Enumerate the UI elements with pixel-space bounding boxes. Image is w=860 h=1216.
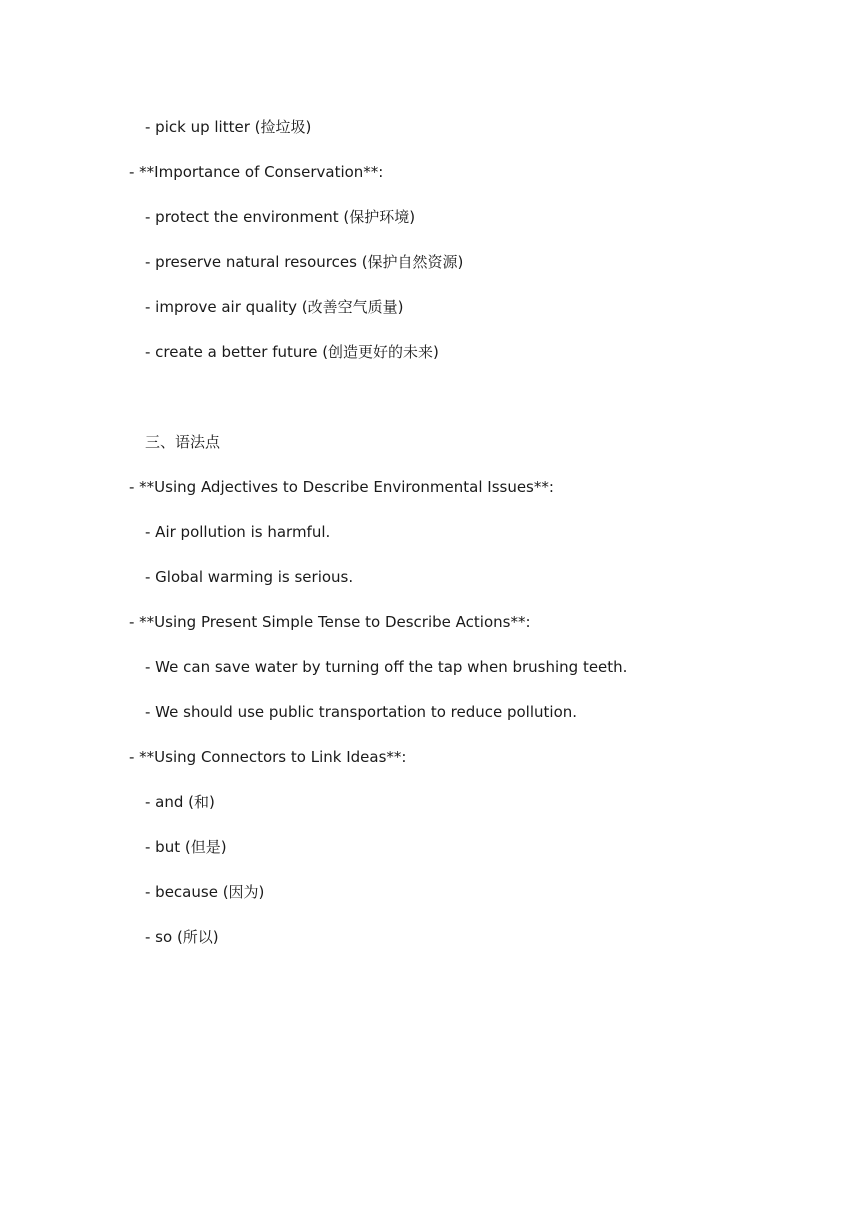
list-item: - create a better future (创造更好的未来) — [145, 343, 439, 361]
list-item: - We can save water by turning off the tap when brushing teeth. — [145, 658, 628, 676]
list-item: - so (所以) — [145, 928, 219, 946]
list-item: - Global warming is serious. — [145, 568, 354, 586]
list-item: - preserve natural resources (保护自然资源) — [145, 253, 464, 271]
list-item: - improve air quality (改善空气质量) — [145, 298, 404, 316]
chapter-heading: 三、语法点 — [145, 433, 221, 451]
section-heading: - **Importance of Conservation**: — [129, 163, 384, 181]
list-item: - Air pollution is harmful. — [145, 523, 331, 541]
list-item: - but (但是) — [145, 838, 227, 856]
list-item: - protect the environment (保护环境) — [145, 208, 416, 226]
list-item: - We should use public transportation to reduce pollution. — [145, 703, 578, 721]
list-item: - because (因为) — [145, 883, 265, 901]
section-heading: - **Using Adjectives to Describe Environmental Issues**: — [129, 478, 554, 496]
list-item: - and (和) — [145, 793, 215, 811]
section-heading: - **Using Present Simple Tense to Describe Actions**: — [129, 613, 531, 631]
list-item: - pick up litter (捡垃圾) — [145, 118, 312, 136]
section-heading: - **Using Connectors to Link Ideas**: — [129, 748, 407, 766]
